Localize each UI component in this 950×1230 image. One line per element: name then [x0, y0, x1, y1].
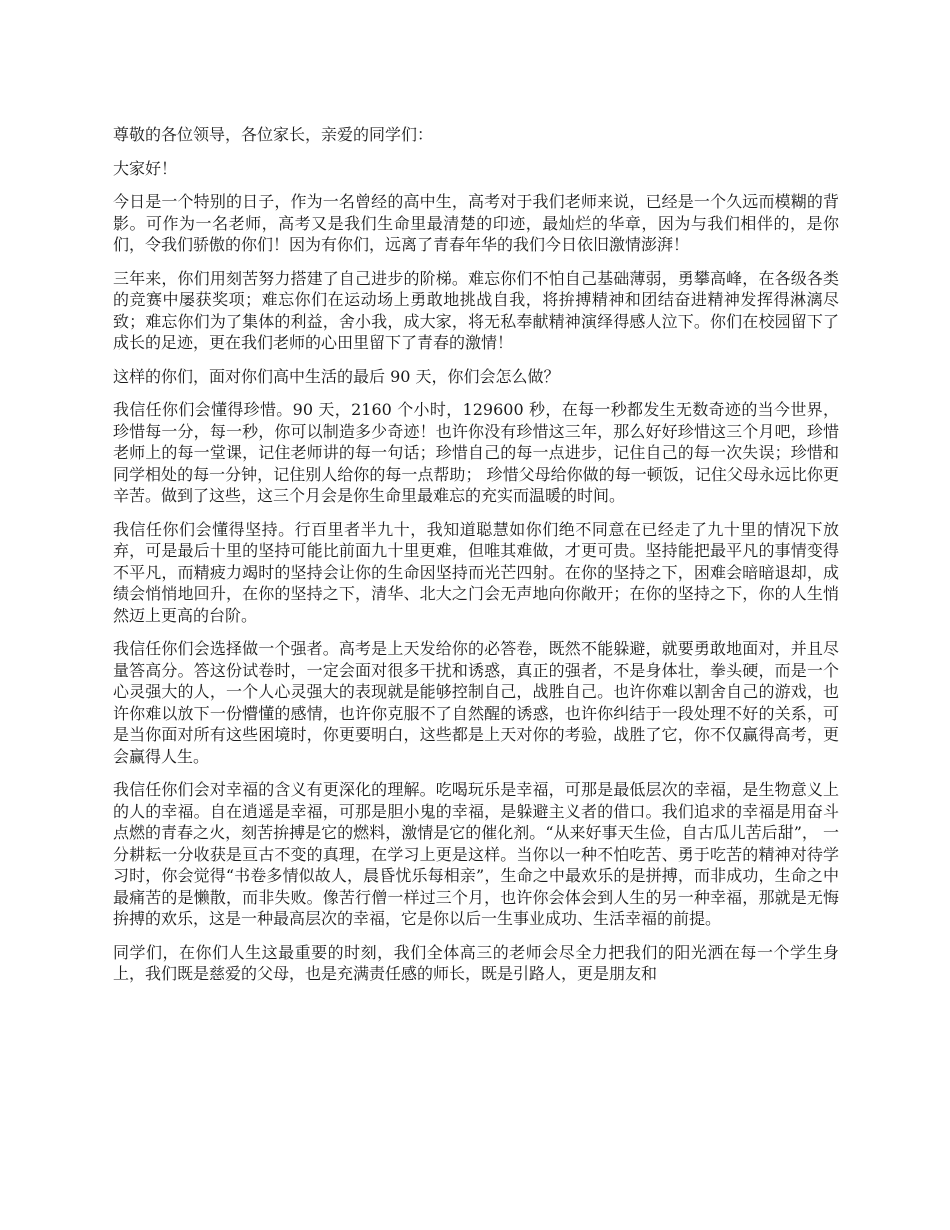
- paragraph-three-years: 三年来，你们用刻苦努力搭建了自己进步的阶梯。难忘你们不怕自己基础薄弱，勇攀高峰，在各级各类的竞赛中屡获奖项；难忘你们在运动场上勇敢地挑战自我，将拚搏精神和团结奋进精神发挥得淋漓尽致；难忘你们为了集体的利益，舍小我，成大家，将无私奉献精神演绎得感人泣下。你们在校园留下了成长的足迹，更在我们老师的心田里留下了青春的激情！: [113, 268, 839, 352]
- paragraph-persist: 我信任你们会懂得坚持。行百里者半九十，我知道聪慧如你们绝不同意在已经走了九十里的情况下放弃，可是最后十里的坚持可能比前面九十里更难，但唯其难做，才更可贵。坚持能把最平凡的事情变得不平凡，而精疲力竭时的坚持会让你的生命因坚持而光芒四射。在你的坚持之下，困难会暗暗退却，成绩会悄悄地回升，在你的坚持之下，清华、北大之门会无声地向你敞开；在你的坚持之下，你的人生悄然迈上更高的台阶。: [113, 519, 839, 625]
- paragraph-intro: 今日是一个特别的日子，作为一名曾经的高中生，高考对于我们老师来说，已经是一个久远而模糊的背影。可作为一名老师，高考又是我们生命里最清楚的印迹，最灿烂的华章，因为与我们相伴的，是你们，令我们骄傲的你们！因为有你们，远离了青春年华的我们今日依旧激情澎湃！: [113, 192, 839, 254]
- paragraph-question: 这样的你们，面对你们高中生活的最后 90 天，你们会怎么做？: [113, 366, 560, 386]
- paragraph-strong: 我信任你们会选择做一个强者。高考是上天发给你的必答卷，既然不能躲避，就要勇敢地面对，并且尽量答高分。答这份试卷时，一定会面对很多干扰和诱惑，真正的强者，不是身体壮，拳头硬，而是一个心灵强大的人，一个人心灵强大的表现就是能够控制自己，战胜自己。也许你难以割舍自己的游戏，也许你难以放下一份懵懂的感情，也许你克服不了自然醒的诱惑，也许你纠结于一段处理不好的关系，可是当你面对所有这些困境时，你更要明白，这些都是上天对你的考验，战胜了它，你不仅赢得高考，更会赢得人生。: [113, 639, 839, 766]
- hello-line: 大家好！: [113, 158, 178, 178]
- paragraph-happiness: 我信任你们会对幸福的含义有更深化的理解。吃喝玩乐是幸福，可那是最低层次的幸福，是生物意义上的人的幸福。自在逍遥是幸福，可那是胆小鬼的幸福，是躲避主义者的借口。我们追求的幸福是用奋斗点燃的青春之火，刻苦拚搏是它的燃料，激情是它的催化剂。“从来好事天生俭，自古瓜儿苦后甜”， 一分耕耘一分收获是亘古不变的真理，在学习上更是这样。当你以一种不怕吃苦、勇于吃苦的精神对待学习时，你会觉得“书卷多情似故人，晨昏忧乐每相亲”，生命之中最欢乐的是拼搏，而非成功，生命之中最痛苦的是懒散，而非失败。像苦行僧一样过三个月，也许你会体会到人生的另一种幸福，那就是无悔拚搏的欢乐，这是一种最高层次的幸福，它是你以后一生事业成功、生活幸福的前提。: [113, 780, 839, 928]
- speech-body: [113, 124, 839, 997]
- paragraph-teachers: 同学们，在你们人生这最重要的时刻，我们全体高三的老师会尽全力把我们的阳光洒在每一个学生身上，我们既是慈爱的父母，也是充满责任感的师长，既是引路人，更是朋友和: [113, 942, 839, 983]
- paragraph-cherish: 我信任你们会懂得珍惜。90 天，2160 个小时，129600 秒，在每一秒都发生无数奇迹的当今世界，珍惜每一分，每一秒，你可以制造多少奇迹！也许你没有珍惜这三年，那么好好珍惜这三个月吧，珍惜老师上的每一堂课，记住老师讲的每一句话；珍惜自己的每一点进步，记住自己的每一次失误；珍惜和同学相处的每一分钟，记住别人给你的每一点帮助； 珍惜父母给你做的每一顿饭，记住父母永远比你更辛苦。做到了这些，这三个月会是你生命里最难忘的充实而温暖的时间。: [113, 400, 839, 505]
- greeting-line: 尊敬的各位领导，各位家长，亲爱的同学们：: [113, 125, 434, 144]
